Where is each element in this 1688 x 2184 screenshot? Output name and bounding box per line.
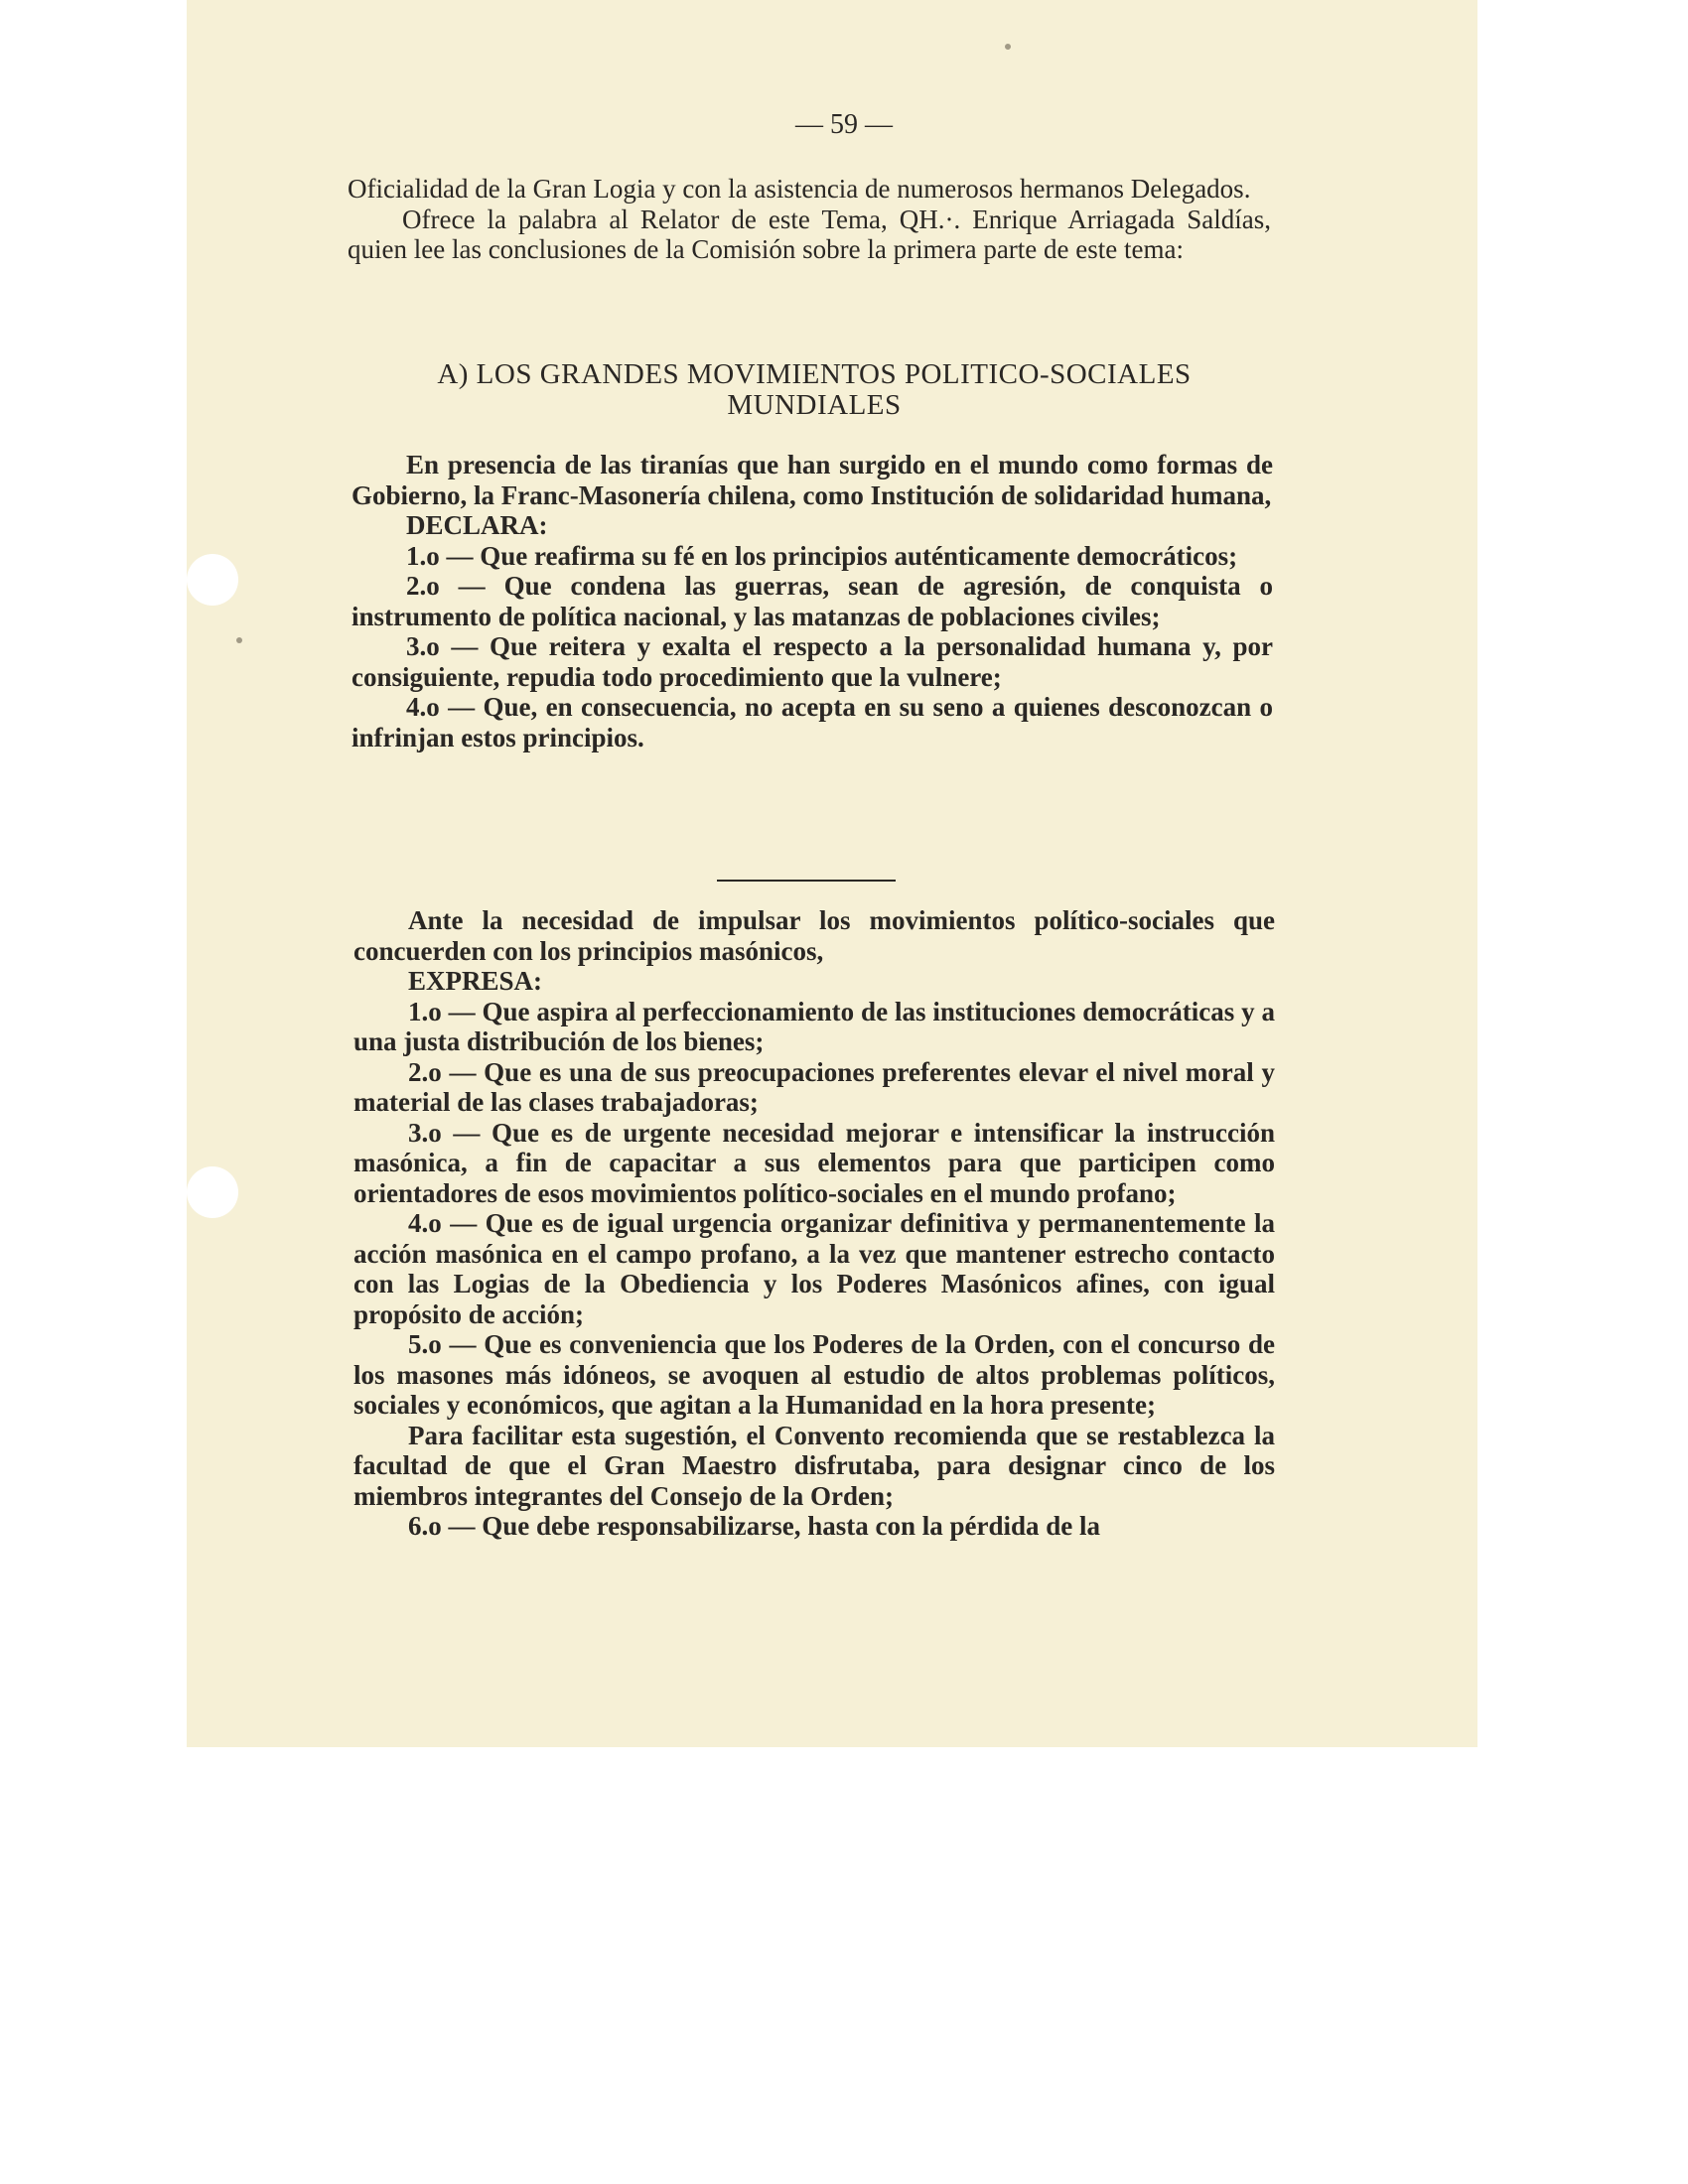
- expression-recommendation: Para facilitar esta sugestión, el Convento recomienda que se restablezca la facultad de que el Gran Maestro disfrutaba, para designar cinco de los miembros integrantes del Consejo de la Orden;: [353, 1420, 1275, 1511]
- speck: [236, 637, 242, 643]
- expression-block: [353, 905, 1275, 1542]
- expression-item-3: 3.o — Que es de urgente necesidad mejorar e intensificar la instrucción masónica, a fin de capacitar a sus elementos para que participen como orientadores de esos movimientos político-sociales en el mundo profano;: [353, 1117, 1275, 1208]
- intro-text: [348, 174, 1271, 265]
- expression-verb: EXPRESA:: [408, 966, 543, 996]
- declaration-item-2: 2.o — Que condena las guerras, sean de agresión, de conquista o instrumento de política nacional, y las matanzas de poblaciones civiles;: [352, 571, 1273, 631]
- heading-line-2: MUNDIALES: [727, 389, 902, 421]
- punch-hole: [187, 554, 238, 606]
- expression-preamble: Ante la necesidad de impulsar los movimientos político-sociales que concuerden con los principios masónicos,: [353, 905, 1275, 966]
- declaration-block: [352, 450, 1273, 752]
- declaration-verb: DECLARA:: [406, 510, 548, 540]
- expression-item-1: 1.o — Que aspira al perfeccionamiento de las instituciones democráticas y a una justa distribución de los bienes;: [353, 996, 1275, 1056]
- declaration-item-4: 4.o — Que, en consecuencia, no acepta en su seno a quienes desconozcan o infrinjan estos principios.: [352, 692, 1273, 752]
- heading-line-1: A) LOS GRANDES MOVIMIENTOS POLITICO-SOCIALES: [437, 358, 1192, 390]
- section-heading: [387, 359, 1241, 421]
- intro-paragraph-2: Ofrece la palabra al Relator de este Tema, QH.·. Enrique Arriagada Saldías, quien lee las conclusiones de la Comisión sobre la primera parte de este tema:: [348, 204, 1271, 264]
- declaration-item-3: 3.o — Que reitera y exalta el respecto a la personalidad humana y, por consiguiente, repudia todo procedimiento que la vulnere;: [352, 631, 1273, 692]
- expression-item-5: 5.o — Que es conveniencia que los Poderes de la Orden, con el concurso de los masones más idóneos, se avoquen al estudio de altos problemas políticos, sociales y económicos, que agitan a la Humanidad en la hora presente;: [353, 1329, 1275, 1420]
- punch-hole: [187, 1166, 238, 1218]
- page-number: — 59 —: [795, 109, 893, 140]
- declaration-item-1: 1.o — Que reafirma su fé en los principios auténticamente democráticos;: [406, 540, 1238, 571]
- speck: [1005, 44, 1011, 50]
- expression-item-6: 6.o — Que debe responsabilizarse, hasta con la pérdida de la: [408, 1511, 1101, 1541]
- expression-item-4: 4.o — Que es de igual urgencia organizar definitiva y permanentemente la acción masónica en el campo profano, a la vez que mantener estrecho contacto con las Logias de la Obediencia y los Poderes Masónicos afines, con igual propósito de acción;: [353, 1208, 1275, 1329]
- expression-item-2: 2.o — Que es una de sus preocupaciones preferentes elevar el nivel moral y material de las clases trabajadoras;: [353, 1056, 1275, 1117]
- section-divider: [717, 880, 896, 882]
- declaration-preamble: En presencia de las tiranías que han surgido en el mundo como formas de Gobierno, la Franc-Masonería chilena, como Institución de solidaridad humana,: [352, 450, 1273, 510]
- intro-paragraph-1: Oficialidad de la Gran Logia y con la asistencia de numerosos hermanos Delegados.: [348, 174, 1251, 204]
